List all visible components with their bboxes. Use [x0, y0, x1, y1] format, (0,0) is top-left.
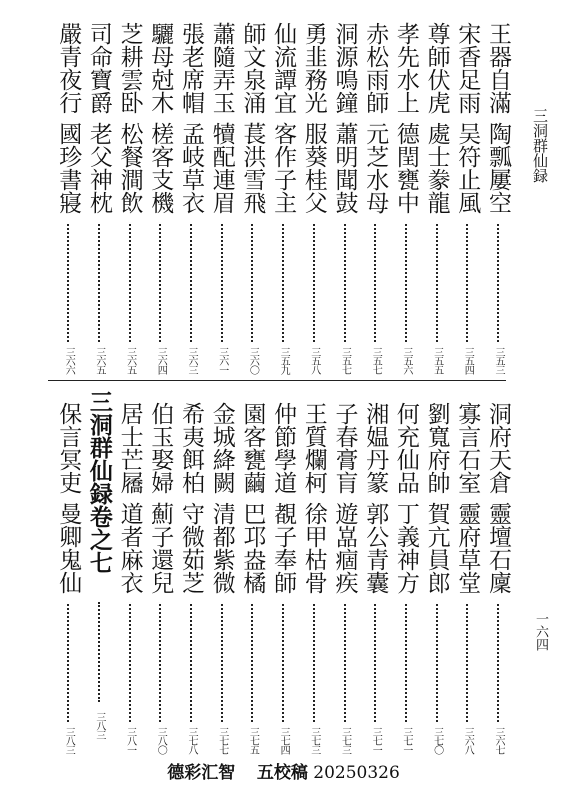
- leader-dots: [221, 604, 223, 722]
- entry-title-first: 仙流譚宜: [270, 22, 297, 114]
- upper-entry-column: [86, 22, 112, 382]
- page-number: 三五七: [370, 347, 382, 374]
- entry-title-second: 服葵桂父: [300, 122, 327, 214]
- page-number: 三七三: [308, 727, 320, 754]
- leader-dots: [436, 604, 438, 722]
- entry-title-first: 芝耕雲卧: [116, 22, 143, 114]
- lower-entry-column: [178, 402, 204, 762]
- page-number: 三六七: [493, 727, 504, 754]
- upper-entry-column: [454, 22, 480, 382]
- entry-title-second: 巴邛盎橘: [239, 502, 266, 594]
- entry-title-second: 靈府草堂: [454, 502, 481, 594]
- entry-title-first: 仲節學道: [270, 402, 297, 494]
- leader-dots: [129, 604, 131, 722]
- page-number: 三六五: [124, 347, 136, 374]
- page-number: 三五九: [278, 347, 290, 374]
- entry-title-first: 師文泉涌: [239, 22, 266, 114]
- footer: [0, 758, 567, 783]
- entry-title-second: 丁義神方: [392, 502, 419, 594]
- upper-entry-column: [393, 22, 419, 382]
- lower-entry-column: [332, 402, 358, 762]
- upper-entry-column: [147, 22, 173, 382]
- lower-entry-column: [209, 402, 235, 762]
- entry-title-first: 王器自滿: [485, 22, 511, 114]
- chapter-heading: 三洞群仙録卷之七: [85, 390, 113, 574]
- chapter-entry-column: [86, 390, 112, 750]
- leader-dots: [98, 224, 100, 342]
- entry-title-second: 德閏甕中: [392, 122, 419, 214]
- lower-entry-column: [270, 402, 296, 762]
- leader-dots: [251, 224, 253, 342]
- footer-date: 20250326: [313, 763, 400, 783]
- lower-entry-column: [147, 402, 173, 762]
- leader-dots: [251, 604, 253, 722]
- leader-dots: [466, 224, 468, 342]
- leader-dots: [159, 604, 161, 722]
- entry-title-second: 賀亢員郎: [423, 502, 450, 594]
- entry-title-second: 松餐澗飲: [116, 122, 143, 214]
- entry-title-first: 王質爛柯: [300, 402, 327, 494]
- leader-dots: [159, 224, 161, 342]
- entry-title-first: 子春膏肓: [331, 402, 358, 494]
- lower-entry-column: [239, 402, 265, 762]
- leader-dots: [374, 224, 376, 342]
- entry-title-first: 蕭隨弄玉: [208, 22, 235, 114]
- upper-entry-column: [55, 22, 81, 382]
- upper-entry-column: [301, 22, 327, 382]
- leader-dots: [497, 224, 499, 342]
- page-folio: 一六四: [533, 612, 548, 651]
- page-number: 三五七: [339, 347, 351, 374]
- entry-title-first: 赤松雨師: [362, 22, 389, 114]
- page-number: 三五三: [493, 347, 504, 374]
- entry-title-first: 尊師伏虎: [423, 22, 450, 114]
- upper-entry-column: [178, 22, 204, 382]
- footer-edition: 五校稿: [256, 763, 308, 783]
- lower-entry-column: [301, 402, 327, 762]
- entry-title-second: 遊嵓痼疾: [331, 502, 358, 594]
- entry-title-second: 靈壇石廩: [485, 502, 511, 594]
- page-number: 三六三: [186, 347, 197, 374]
- entry-title-first: 寡言石室: [454, 402, 481, 494]
- page-number: 三七一: [400, 727, 412, 754]
- entry-title-second: 曼卿鬼仙: [55, 502, 82, 594]
- leader-dots: [405, 224, 407, 342]
- entry-title-second: 陶瓢屢空: [485, 122, 511, 214]
- page-number: 三七七: [216, 727, 228, 754]
- leader-dots: [313, 604, 315, 722]
- page-number: 三六八: [462, 727, 474, 754]
- entry-title-second: 槎客支機: [147, 122, 174, 214]
- upper-entry-column: [332, 22, 358, 382]
- leader-dots: [405, 604, 407, 722]
- entry-title-first: 洞府天倉: [485, 402, 511, 494]
- leader-dots: [344, 604, 346, 722]
- entry-title-second: 吴符止風: [454, 122, 481, 214]
- entry-title-first: 園客甕繭: [239, 402, 266, 494]
- entry-title-second: 國珍書寢: [55, 122, 82, 214]
- leader-dots: [221, 224, 223, 342]
- entry-title-first: 金城絳闕: [208, 402, 235, 494]
- entry-title-second: 萇洪雪飛: [239, 122, 266, 214]
- leader-dots: [190, 604, 192, 722]
- entry-title-second: 守微茹芝: [178, 502, 204, 594]
- entry-title-first: 宋香足雨: [454, 22, 481, 114]
- entry-title-first: 伯玉娶婦: [147, 402, 174, 494]
- entry-title-second: 清都紫微: [208, 502, 235, 594]
- page-number: 三八三: [63, 727, 75, 754]
- entry-title-first: 希夷餌柏: [178, 402, 204, 494]
- upper-entry-column: [362, 22, 388, 382]
- entry-title-first: 洞源鳴鐘: [331, 22, 358, 114]
- page-number: 三七三: [339, 727, 351, 754]
- page-number: 三五五: [431, 347, 443, 374]
- footer-publisher: 德彩汇智: [167, 763, 236, 783]
- lower-entry-column: [485, 402, 511, 762]
- page-number: 三七八: [186, 727, 197, 754]
- upper-entry-column: [424, 22, 450, 382]
- page-number: 三六〇: [247, 347, 259, 374]
- page-number: 三五八: [308, 347, 320, 374]
- entry-title-second: 元芝水母: [362, 122, 389, 214]
- upper-entry-column: [117, 22, 143, 382]
- entry-title-first: 嚴青夜行: [55, 22, 82, 114]
- page-number: 三五四: [462, 347, 474, 374]
- entry-title-first: 孝先水上: [392, 22, 419, 114]
- leader-dots: [466, 604, 468, 722]
- page-number: 三八〇: [155, 727, 167, 754]
- entry-title-first: 居士芒屩: [116, 402, 143, 494]
- lower-entry-column: [393, 402, 419, 762]
- leader-dots: [344, 224, 346, 342]
- leader-dots: [190, 224, 192, 342]
- entry-title-second: 道者麻衣: [116, 502, 143, 594]
- page-number: 三八一: [124, 727, 136, 754]
- entry-title-second: 郭公青囊: [362, 502, 389, 594]
- entry-title-first: 保言冥吏: [55, 402, 82, 494]
- entry-title-second: 處士豢龍: [423, 122, 450, 214]
- entry-title-second: 徐甲枯骨: [300, 502, 327, 594]
- entry-title-second: 犢配連眉: [208, 122, 235, 214]
- entry-title-second: 薊子還兒: [147, 502, 174, 594]
- page-number: 三六四: [155, 347, 167, 374]
- leader-dots: [98, 602, 100, 702]
- leader-dots: [374, 604, 376, 722]
- entry-title-first: 驪母尅木: [147, 22, 174, 114]
- upper-entry-column: [239, 22, 265, 382]
- leader-dots: [67, 224, 69, 342]
- page-number: 三六六: [63, 347, 75, 374]
- page-number: 三六五: [93, 347, 105, 374]
- page-number: 三七一: [370, 727, 382, 754]
- running-head: 三洞群仙録: [531, 108, 549, 183]
- page-number: 三六一: [216, 347, 228, 374]
- upper-entry-column: [485, 22, 511, 382]
- lower-entry-column: [454, 402, 480, 762]
- lower-entry-column: [424, 402, 450, 762]
- entry-title-second: 老父神枕: [85, 122, 112, 214]
- leader-dots: [313, 224, 315, 342]
- leader-dots: [67, 604, 69, 722]
- upper-entry-column: [209, 22, 235, 382]
- entry-title-first: 司命寶爵: [85, 22, 112, 114]
- entry-title-second: 孟岐草衣: [178, 122, 204, 214]
- leader-dots: [497, 604, 499, 722]
- entry-title-first: 湘媪丹篆: [362, 402, 389, 494]
- lower-entry-column: [117, 402, 143, 762]
- page-number: 三八三: [93, 712, 105, 739]
- entry-title-first: 何充仙品: [392, 402, 419, 494]
- entry-title-first: 張老席帽: [178, 22, 204, 114]
- entry-title-second: 客作子主: [270, 122, 297, 214]
- page-number: 三七四: [278, 727, 290, 754]
- last-entry-column: [55, 402, 81, 762]
- section-divider: [48, 380, 506, 381]
- entry-title-first: 勇韭務光: [300, 22, 327, 114]
- lower-entry-column: [362, 402, 388, 762]
- page-number: 三七〇: [431, 727, 443, 754]
- page-number: 三五六: [400, 347, 412, 374]
- leader-dots: [436, 224, 438, 342]
- entry-title-second: 蕭明聞鼓: [331, 122, 358, 214]
- leader-dots: [282, 224, 284, 342]
- entry-title-first: 劉寬府帥: [423, 402, 450, 494]
- leader-dots: [129, 224, 131, 342]
- leader-dots: [282, 604, 284, 722]
- upper-entry-column: [270, 22, 296, 382]
- entry-title-second: 覩子奉師: [270, 502, 297, 594]
- page-number: 三七五: [247, 727, 259, 754]
